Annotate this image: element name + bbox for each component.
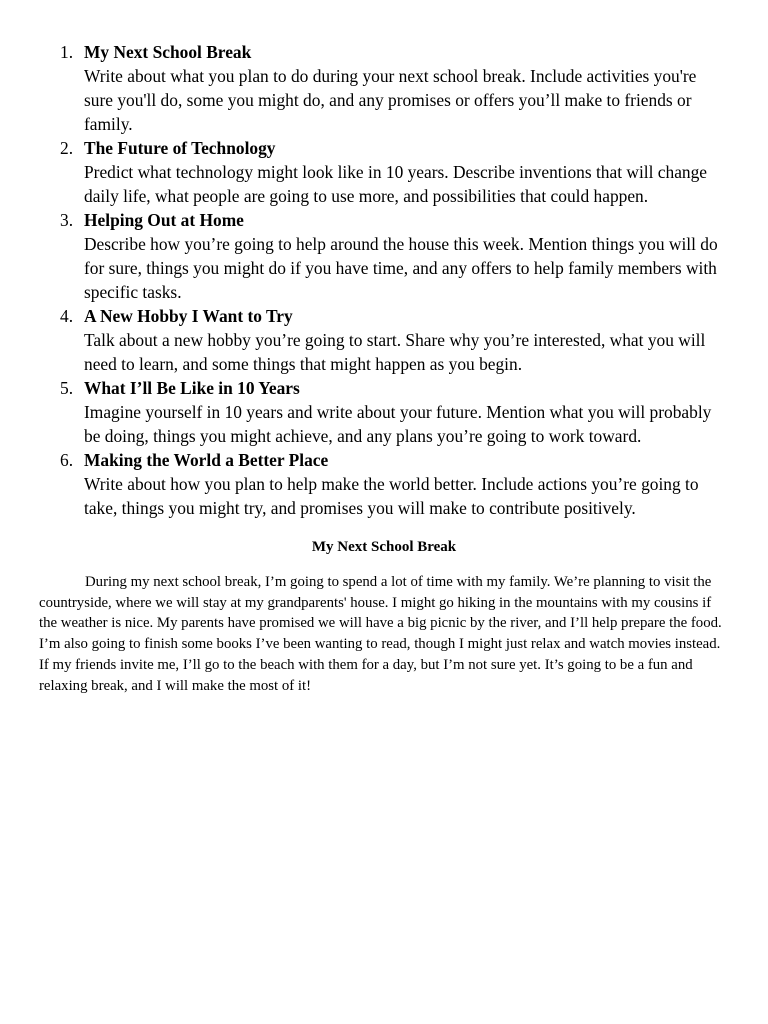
prompt-title: Making the World a Better Place — [84, 450, 329, 470]
prompt-number: 6. — [60, 450, 74, 470]
prompt-title: Helping Out at Home — [84, 210, 244, 230]
prompt-title: The Future of Technology — [84, 138, 276, 158]
prompt-description: Imagine yourself in 10 years and write about your future. Mention what you will probably be doing, things you might achieve, and any plans you’re going to work toward. — [84, 402, 712, 446]
prompt-item — [0, 304, 768, 376]
prompt-number: 4. — [60, 306, 74, 326]
prompt-item — [0, 136, 768, 208]
prompt-item — [0, 448, 768, 520]
sample-essay — [39, 537, 729, 696]
prompt-description: Write about how you plan to help make the world better. Include actions you’re going to take, things you might try, and promises you will make to contribute positively. — [84, 474, 699, 518]
prompt-number: 1. — [60, 42, 74, 62]
prompt-number: 2. — [60, 138, 74, 158]
prompt-description: Describe how you’re going to help around the house this week. Mention things you will do for sure, things you might do if you have time, and any offers to help family members with specific tasks. — [84, 234, 718, 302]
prompt-description: Talk about a new hobby you’re going to start. Share why you’re interested, what you will need to learn, and some things that might happen as you begin. — [84, 330, 706, 374]
essay-body: During my next school break, I’m going to spend a lot of time with my family. We’re planning to visit the countryside, where we will stay at my grandparents' house. I might go hiking in the mountains with my cousins if the weather is nice. My parents have promised we will have a big picnic by the river, and I’ll help prepare the food. I’m also going to finish some books I’ve been wanting to read, though I might just relax and watch movies instead. If my friends invite me, I’ll go to the beach with them for a day, but I’m not sure yet. It’s going to be a fun and relaxing break, and I will make the most of it! — [39, 574, 722, 694]
essay-title: My Next School Break — [311, 539, 457, 555]
prompt-number: 3. — [60, 210, 74, 230]
prompt-description: Write about what you plan to do during your next school break. Include activities you're sure you'll do, some you might do, and any promises or offers you’ll make to friends or family. — [84, 66, 697, 134]
prompt-title: A New Hobby I Want to Try — [84, 306, 293, 326]
prompt-item — [0, 40, 768, 136]
prompt-description: Predict what technology might look like in 10 years. Describe inventions that will change daily life, what people are going to use more, and possibilities that could happen. — [84, 162, 708, 206]
prompt-title: My Next School Break — [84, 42, 252, 62]
prompt-item — [0, 376, 768, 448]
prompt-title: What I’ll Be Like in 10 Years — [84, 378, 300, 398]
prompt-item — [0, 208, 768, 304]
prompt-number: 5. — [60, 378, 74, 398]
writing-prompts-list — [0, 40, 768, 520]
